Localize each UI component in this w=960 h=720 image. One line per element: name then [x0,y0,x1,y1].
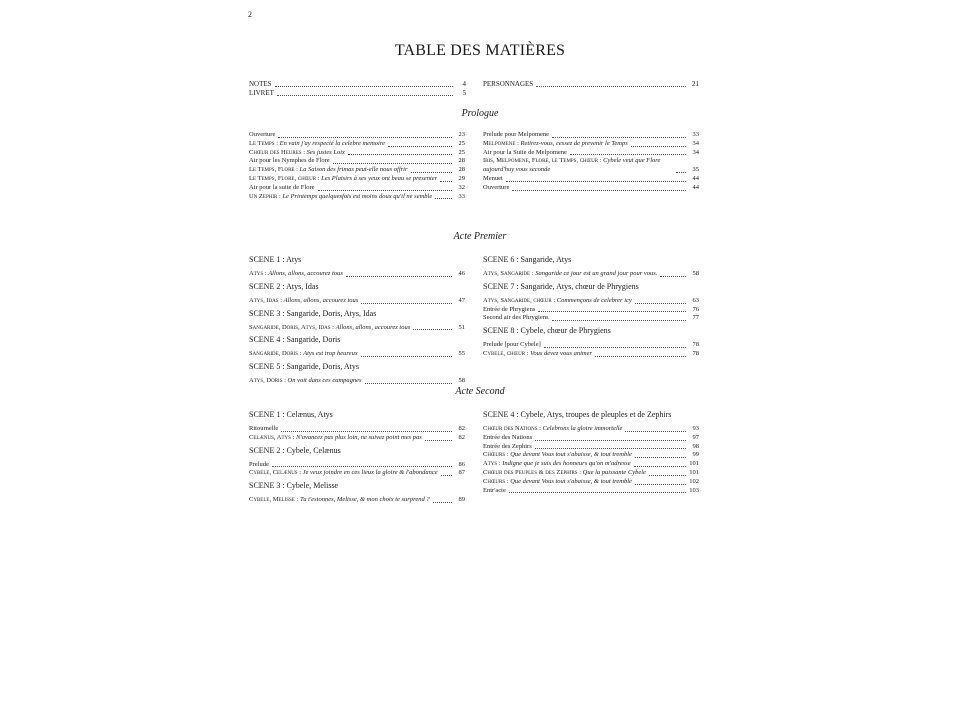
page-ref: 98 [692,442,699,450]
dot-leader [361,303,452,304]
toc-entry [483,434,699,443]
toc-entry [249,166,465,175]
page-ref: 33 [458,192,465,200]
toc-entry [483,175,699,184]
toc-entry [483,157,699,175]
toc-entry [249,184,465,193]
dot-leader [440,181,452,182]
entry-title: Second air des Phrygiens [483,314,549,322]
entry-title: Atys [483,460,498,468]
scene-heading: SCENE 7 : Sangaride, Atys, chœur de Phrygiens [483,281,639,291]
section-heading-prologue: Prologue [461,108,499,119]
entry-title: Atys, Sangaride [483,270,531,277]
entry-text [483,460,631,469]
page-ref: 5 [462,89,466,97]
page-ref: 87 [458,469,465,477]
entry-separator: : [577,468,583,476]
acte2-left-column [249,407,465,505]
entry-title: Atys, Idas [249,296,279,304]
scene-heading: SCENE 1 : Atys [249,255,302,264]
entry-incipit: Commençons de celebrer icy [556,296,632,304]
entry-text [249,377,362,386]
dot-leader [631,146,686,147]
entry-separator: : [497,460,503,468]
entry-title: Ouverture [249,131,276,138]
entry-text [483,131,549,140]
page-number: 2 [248,10,252,19]
section-heading-acte-premier: Acte Premier [453,231,507,242]
scene-heading: SCENE 4 : Cybele, Atys, troupes de pleuples et de Zephirs [483,410,672,419]
entry-separator: : [515,139,521,147]
entry-incipit: Ses justes Loix [306,148,345,156]
toc-entry [483,451,699,460]
page-ref: 103 [689,486,699,494]
dot-leader [635,303,686,304]
dot-leader [413,329,452,330]
dot-leader [536,86,686,87]
page-ref: 78 [692,341,699,349]
toc-entry [249,89,466,98]
toc-entry [249,350,465,359]
page-ref: 93 [692,425,699,432]
toc-entry [483,297,699,306]
page-ref: 102 [689,477,699,485]
entry-text [483,341,541,350]
entry-title: Air pour la Suite de Melpomene [483,148,567,156]
toc-entry [249,434,465,443]
entry-title: Entrée de Phrygiens [483,305,536,313]
entry-text [249,166,408,175]
entry-incipit: Le Printemps quelquesfois est moins doux qu'il ne semble [282,192,433,200]
entry-incipit: Je veux joindre en ces lieux la gloire & l'abondance [302,469,438,477]
entry-title: Entrée des Nations [483,433,533,441]
entry-incipit: Vous devez vous animer [530,349,593,357]
dot-leader [333,163,452,164]
entry-separator: : [298,350,304,358]
page-ref: 4 [462,80,466,88]
entry-title: Entr'acte [483,486,506,494]
dot-leader [552,137,686,138]
entry-text [249,184,315,193]
dot-leader [346,276,452,277]
scene-heading: SCENE 8 : Cybele, chœur de Phrygiens [483,326,611,336]
dot-leader [552,320,686,321]
entry-incipit: Allons, allons, accourez tous [268,270,343,277]
entry-incipit: Sangaride ce jour est un grand jour pour vous. [535,270,658,277]
entry-text [249,149,345,158]
page-ref: 25 [458,148,465,156]
entry-text [483,184,509,193]
entry-text [483,140,628,149]
dot-leader [365,383,452,384]
entry-title: Atys [249,270,264,277]
entry-title: Iris, Melpomene, Flore, le Temps, chœur [483,157,599,165]
entry-text [483,443,532,452]
entry-separator: : [505,477,511,485]
toc-entry [483,140,699,149]
entry-text [483,314,549,323]
page-ref: 21 [692,80,699,88]
page-ref: 34 [692,148,699,156]
dot-leader [275,86,453,87]
dot-leader [433,502,452,503]
page-ref: 47 [458,296,465,304]
toc-entry [249,193,465,202]
toc-entry [483,270,699,279]
dot-leader [318,190,452,191]
entry-separator: : [505,451,511,459]
entry-text [483,157,673,175]
entry-title: Cybele, Celænus [249,469,298,477]
entry-incipit: Les Plaisirs à ses yeux ont beau se presenter [321,174,438,182]
entry-title: Air pour la suite de Flore [249,183,315,191]
page-ref: 44 [692,183,699,191]
entry-title: Ouverture [483,183,510,191]
dot-leader [512,190,686,191]
entry-incipit: N'avancez pas plus loin, ne suivez point mes pas [296,433,422,441]
entry-title: Air pour les Nymphes de Flore [249,157,330,165]
page-ref: 46 [458,270,465,277]
entry-text [249,434,422,443]
page-title: TABLE DES MATIÈRES [394,42,566,59]
entry-text [249,140,385,149]
page-ref: 58 [458,377,465,385]
toc-entry [483,478,699,487]
page-ref: 35 [692,166,699,174]
toc-entry [249,140,465,149]
page-ref: 82 [458,425,465,432]
page-ref: 89 [458,496,465,504]
entry-title: Chœur des Nations [483,425,538,432]
dot-leader [388,146,452,147]
entry-title: Sangaride, Doris [249,350,299,358]
entry-text [483,306,535,315]
entry-title: Le Temps, Flore, chœur [249,174,317,182]
entry-title: Menuet [483,174,503,182]
dot-leader [277,95,453,96]
entry-separator: : [277,192,283,200]
dot-leader [570,154,686,155]
dot-leader [272,466,452,467]
dot-leader [506,181,686,182]
toc-entry [249,496,465,505]
scene-heading: SCENE 5 : Sangaride, Doris, Atys [249,362,359,372]
entry-text [483,469,646,478]
entry-incipit: Allons, allons, accourez tous [283,296,359,304]
entry-text [249,461,269,470]
entry-title: Chœur des Heures [249,148,302,156]
acte1-right-column [483,252,699,359]
entry-separator: : [297,469,303,477]
top-right-list [483,80,699,89]
entry-title: Prelude pour Melpomene [483,131,550,138]
section-heading-acte-second: Acte Second [455,386,505,397]
entry-incipit: Que devant Vous tout s'abaisse, & tout tremble [510,477,632,485]
page-ref: 82 [458,433,465,441]
entry-separator: : [274,139,280,147]
entry-text [249,425,278,434]
dot-leader [649,475,686,476]
page-ref: 25 [458,139,465,147]
page-ref: 44 [692,174,699,182]
entry-incipit: Celebrons la gloire immortelle [542,425,623,432]
entry-text [249,270,343,279]
dot-leader [595,356,686,357]
entry-separator: : [525,349,531,357]
toc-entry [249,425,465,434]
entry-title: Un Zephir [249,192,278,200]
page-ref: 99 [692,451,699,459]
dot-leader [634,466,686,467]
entry-text [249,496,430,505]
scene-heading: SCENE 6 : Sangaride, Atys [483,255,572,264]
page-ref: 28 [458,166,465,174]
entry-separator: : [294,496,300,504]
toc-entry [483,131,699,140]
dot-leader [625,431,686,432]
entry-title: Chœur des Peuples & des Zephirs [483,468,578,476]
entry-title: NOTES [249,80,272,88]
page-ref: 51 [458,323,465,331]
entry-title: Atys, Sangaride, chœur [483,296,552,304]
entry-separator: : [530,270,536,277]
page-ref: 33 [692,131,699,138]
entry-separator: : [263,270,269,277]
entry-text [483,451,632,460]
toc-entry [483,350,699,359]
dot-leader [538,311,686,312]
toc-entry [483,341,699,350]
entry-text [249,350,358,359]
entry-text [483,425,622,434]
entry-text [483,478,632,487]
entry-title: Le Temps [249,139,275,147]
scene-heading: SCENE 2 : Atys, Idas [249,281,319,291]
page-ref: 58 [692,270,699,277]
entry-title: Melpomene [483,139,516,147]
entry-title: Ritournelle [249,425,279,432]
entry-incipit: Indigne que je suis des honneurs qu'on m'adresse [502,460,631,468]
dot-leader [348,154,452,155]
page-ref: 32 [458,183,465,191]
page-ref: 28 [458,157,465,165]
dot-leader [509,492,686,493]
acte1-left-column [249,252,465,386]
dot-leader [281,431,452,432]
entry-text [483,175,503,184]
toc-entry [249,157,465,166]
scene-heading: SCENE 3 : Cybele, Melisse [249,481,339,491]
entry-title: LIVRET [249,89,274,97]
entry-incipit: Allons, allons, accourez tous [335,323,411,331]
entry-separator: : [290,433,296,441]
page-ref: 63 [692,296,699,304]
toc-entry [483,460,699,469]
entry-incipit: Tu t'estonnes, Melisse, & mon choix te surprend ? [299,496,430,504]
page-ref: 101 [689,460,699,468]
entry-separator: : [330,323,336,331]
entry-incipit: Retirez-vous, cessez de prevenir le Temps [520,139,628,147]
entry-text [483,297,632,306]
page-ref: 29 [458,174,465,182]
toc-entry [483,469,699,478]
scene-heading: SCENE 3 : Sangaride, Doris, Atys, Idas [249,308,377,318]
entry-text [249,175,437,184]
entry-separator: : [551,296,557,304]
acte2-right-column [483,407,699,495]
page-ref: 86 [458,460,465,468]
entry-text [249,469,438,478]
entry-title: Prelude [pour Cybele] [483,341,541,349]
entry-separator: : [316,174,322,182]
dot-leader [676,172,686,173]
entry-text [483,350,592,359]
toc-entry [483,149,699,158]
toc-entry [249,469,465,478]
entry-text [249,157,330,166]
page-ref: 77 [692,314,699,322]
entry-text [249,324,410,333]
entry-title: Cybele, chœur [483,349,526,357]
entry-title: Cybele, Melisse [249,496,295,504]
toc-entry [483,184,699,193]
entry-title: Atys, Doris [249,377,283,385]
entry-title: Chœurs [483,451,506,459]
scene-heading: SCENE 1 : Celænus, Atys [249,410,333,419]
page-ref: 78 [692,349,699,357]
entry-separator: : [301,148,307,156]
toc-entry [249,297,465,306]
entry-separator: : [537,425,543,432]
toc-entry [483,306,699,315]
entry-text [249,193,432,202]
entry-incipit: Que la puissante Cybele [582,468,646,476]
entry-text [483,487,506,496]
prologue-right-column [483,131,699,193]
toc-entry [483,80,699,89]
dot-leader [535,440,686,441]
dot-leader [635,457,686,458]
entry-title: PERSONNAGES [483,80,534,88]
dot-leader [411,172,452,173]
page-ref: 34 [692,139,699,147]
entry-title: Entrée des Zephirs [483,442,532,450]
dot-leader [278,137,452,138]
page-ref: 76 [692,305,699,313]
entry-text [249,131,275,140]
entry-incipit: On voit dans ces campagnes [287,377,362,385]
entry-title: Prelude [249,460,269,468]
entry-title: Le Temps, Flore [249,166,295,174]
toc-entry [249,377,465,386]
entry-text [483,149,567,158]
page-ref: 23 [458,131,465,138]
toc-entry [249,149,465,158]
page-ref: 101 [689,468,699,476]
dot-leader [441,475,452,476]
entry-incipit: La Saison des frimas peut-elle nous offrir [299,166,408,174]
scene-heading: SCENE 2 : Cybele, Celænus [249,445,341,455]
entry-text [249,297,358,306]
page-ref: 97 [692,433,699,441]
entry-title: Celænus, Atys [249,433,291,441]
toc-entry [249,131,465,140]
dot-leader [435,198,452,199]
entry-title: Sangaride, Doris, Atys, Idas [249,323,331,331]
prologue-left-column [249,131,465,201]
scene-heading: SCENE 4 : Sangaride, Doris [249,335,341,345]
entry-title: Chœurs [483,477,506,485]
toc-entry [249,80,466,89]
toc-entry [249,270,465,279]
toc-entry [483,314,699,323]
entry-separator: : [294,166,300,174]
dot-leader [635,484,686,485]
toc-entry [249,324,465,333]
toc-entry [483,487,699,496]
toc-entry [249,461,465,470]
page-ref: 55 [458,350,465,358]
entry-incipit: Cybele veut que Flore aujourd'huy vous seconde [483,157,661,174]
entry-incipit: Atys est trop heureux [303,350,358,358]
dot-leader [361,356,452,357]
top-left-list [249,80,466,98]
entry-incipit: En vain j'ay respecté la celebre memoire [279,139,385,147]
dot-leader [544,347,686,348]
entry-text [483,270,657,279]
entry-separator: : [282,377,288,385]
dot-leader [660,276,686,277]
toc-entry [483,443,699,452]
toc-entry [249,175,465,184]
entry-incipit: Que devant Vous tout s'abaisse, & tout tremble [510,451,632,459]
dot-leader [425,440,452,441]
toc-entry [483,425,699,434]
entry-separator: : [598,157,604,165]
dot-leader [535,448,686,449]
entry-separator: : [278,296,284,304]
entry-text [483,434,532,443]
